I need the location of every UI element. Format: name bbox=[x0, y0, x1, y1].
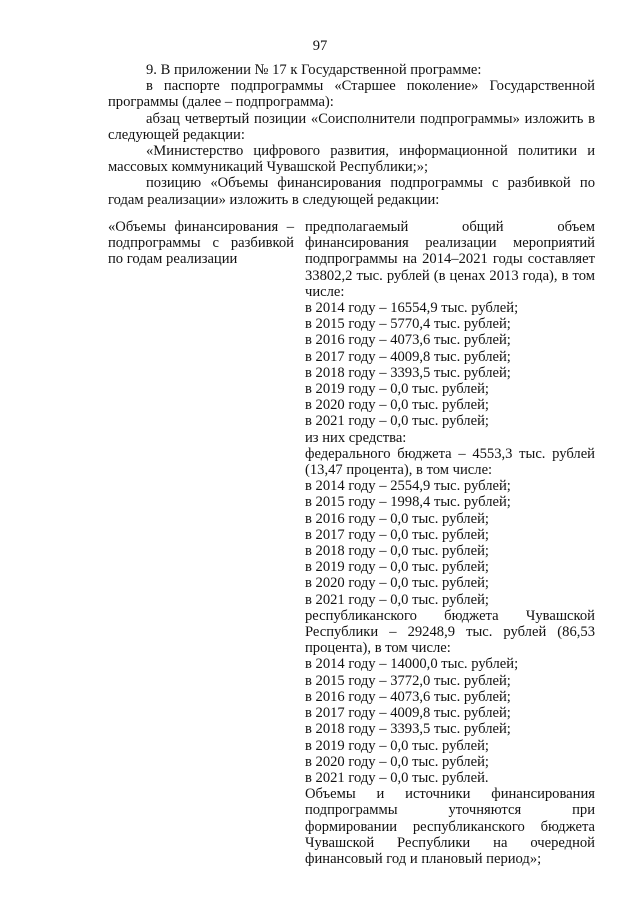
intro-paragraph-3: абзац четвертый позиции «Соисполнители подпрограммы» изложить в следующей редакции: bbox=[108, 110, 595, 143]
republic-year-2017: в 2017 году – 4009,8 тыс. рублей; bbox=[305, 705, 511, 722]
closing-note: Объемы и источники финансирования подпрограммы уточняются при формировании республиканского бюджета Чувашской Республики на очередной финансовый год и плановый период»; bbox=[305, 786, 595, 867]
intro-paragraph-4: «Министерство цифрового развития, информационной политики и массовых коммуникаций Чувашской Республики;»; bbox=[108, 143, 595, 176]
federal-intro: федерального бюджета – 4553,3 тыс. рублей (13,47 процента), в том числе: bbox=[305, 445, 595, 479]
financing-details bbox=[305, 219, 595, 867]
republic-year-2018: в 2018 году – 3393,5 тыс. рублей; bbox=[305, 721, 511, 738]
total-year-2017: в 2017 году – 4009,8 тыс. рублей; bbox=[305, 348, 511, 365]
republic-year-2015: в 2015 году – 3772,0 тыс. рублей; bbox=[305, 672, 511, 689]
total-year-2019: в 2019 году – 0,0 тыс. рублей; bbox=[305, 381, 489, 398]
total-year-2015: в 2015 году – 5770,4 тыс. рублей; bbox=[305, 316, 511, 333]
republic-year-2014: в 2014 году – 14000,0 тыс. рублей; bbox=[305, 656, 519, 673]
federal-year-2018: в 2018 году – 0,0 тыс. рублей; bbox=[305, 543, 489, 560]
federal-year-2019: в 2019 году – 0,0 тыс. рублей; bbox=[305, 559, 489, 576]
republic-year-2016: в 2016 году – 4073,6 тыс. рублей; bbox=[305, 688, 511, 705]
republic-year-2020: в 2020 году – 0,0 тыс. рублей; bbox=[305, 753, 489, 770]
federal-year-2014: в 2014 году – 2554,9 тыс. рублей; bbox=[305, 478, 511, 495]
intro-paragraph-1: 9. В приложении № 17 к Государственной программе: bbox=[146, 62, 482, 78]
page-number: 97 bbox=[312, 38, 328, 54]
federal-year-2020: в 2020 году – 0,0 тыс. рублей; bbox=[305, 575, 489, 592]
total-year-2014: в 2014 году – 16554,9 тыс. рублей; bbox=[305, 300, 519, 317]
republic-intro: республиканского бюджета Чувашской Республики – 29248,9 тыс. рублей (86,53 процента), в том числе: bbox=[305, 607, 595, 657]
total-year-2016: в 2016 году – 4073,6 тыс. рублей; bbox=[305, 332, 511, 349]
total-year-2021: в 2021 году – 0,0 тыс. рублей; bbox=[305, 413, 489, 430]
federal-year-2017: в 2017 году – 0,0 тыс. рублей; bbox=[305, 526, 489, 543]
total-year-2020: в 2020 году – 0,0 тыс. рублей; bbox=[305, 397, 489, 414]
total-intro: предполагаемый общий объем финансирования реализации мероприятий подпрограммы на 2014–2021 годы составляет 33802,2 тыс. рублей (в ценах 2013 года), в том числе: bbox=[305, 219, 595, 300]
sources-label: из них средства: bbox=[305, 429, 407, 446]
total-year-2018: в 2018 году – 3393,5 тыс. рублей; bbox=[305, 364, 511, 381]
federal-year-2015: в 2015 году – 1998,4 тыс. рублей; bbox=[305, 494, 511, 511]
federal-year-2016: в 2016 году – 0,0 тыс. рублей; bbox=[305, 510, 489, 527]
position-name: «Объемы финансирования – подпрограммы с разбивкой по годам реализации bbox=[108, 219, 294, 268]
intro-paragraph-2: в паспорте подпрограммы «Старшее поколение» Государственной программы (далее – подпрограмма): bbox=[108, 78, 595, 111]
passport-position-table bbox=[108, 219, 595, 867]
intro-section bbox=[108, 62, 595, 208]
federal-year-2021: в 2021 году – 0,0 тыс. рублей; bbox=[305, 591, 489, 608]
intro-paragraph-5: позицию «Объемы финансирования подпрограммы с разбивкой по годам реализации» изложить в следующей редакции: bbox=[108, 175, 595, 208]
republic-year-2019: в 2019 году – 0,0 тыс. рублей; bbox=[305, 737, 489, 754]
republic-year-2021: в 2021 году – 0,0 тыс. рублей. bbox=[305, 769, 489, 786]
